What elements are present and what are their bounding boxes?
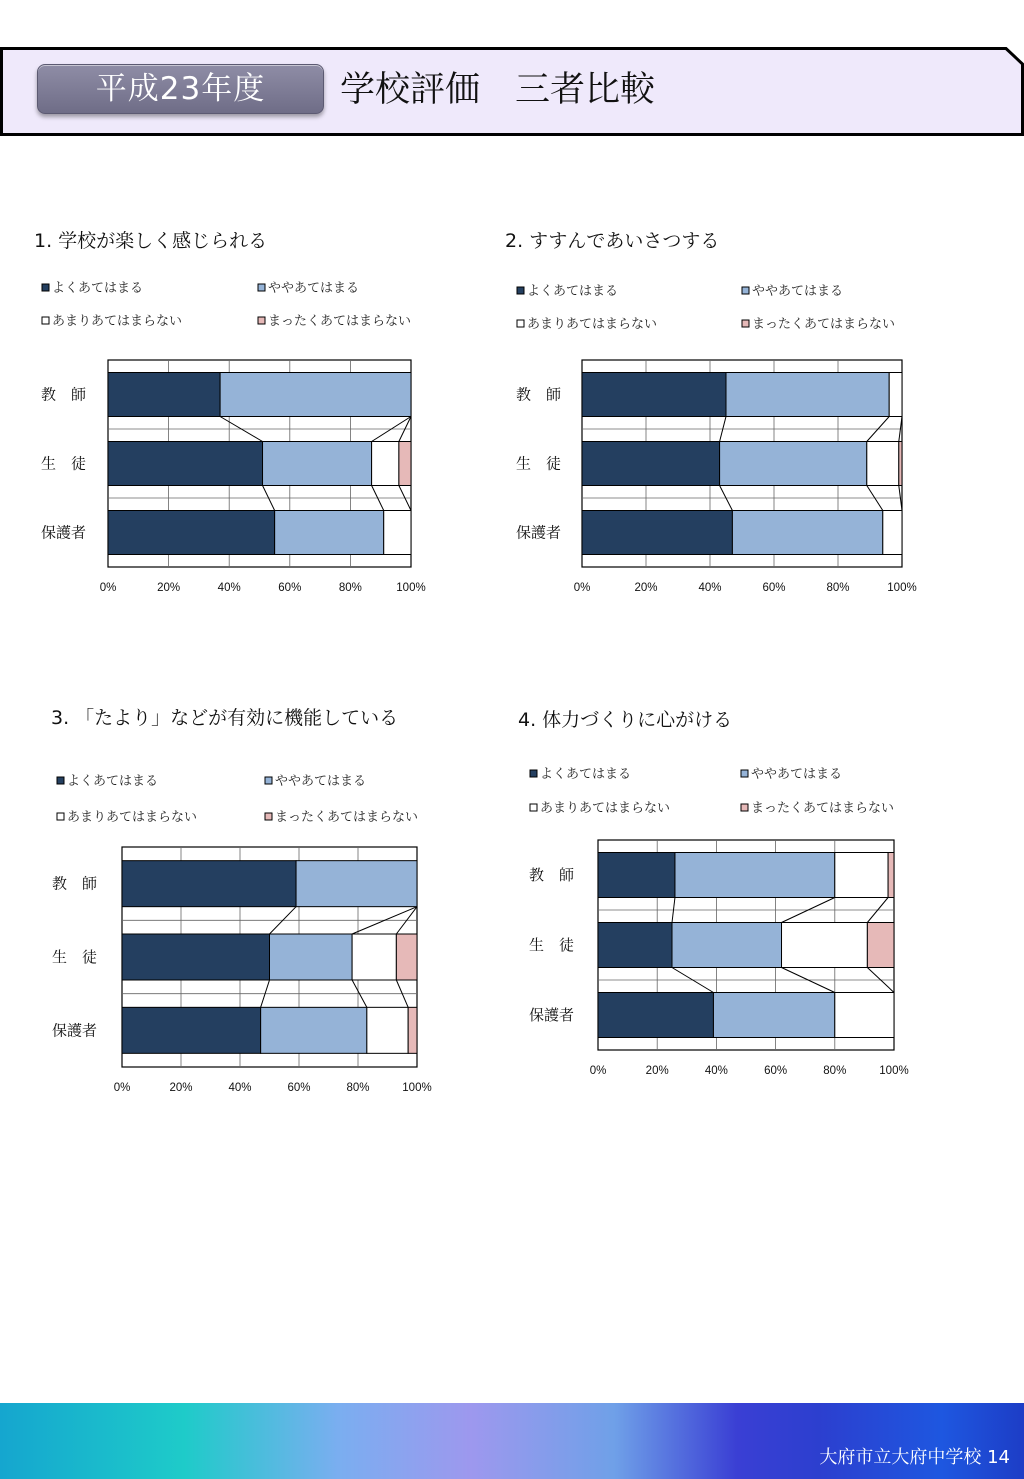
bar-segment [726,373,889,417]
bar-segment [883,511,902,555]
footer-text: 大府市立大府中学校 14 [819,1447,1010,1468]
legend-label: ややあてはまる [751,767,843,782]
chart-title: 2. すすんであいさつする [505,230,720,252]
legend-label: よくあてはまる [527,284,619,299]
chart-1 [30,220,470,610]
legend-swatch-amari [517,320,524,327]
legend-swatch-amari [530,804,537,811]
bar-segment [384,511,411,555]
chart-title: 4. 体力づくりに心がける [518,709,733,731]
bar-segment [399,442,411,486]
x-tick-label: 20% [157,582,181,594]
bar-segment [732,511,882,555]
bar-segment [782,923,868,968]
bar-segment [675,853,835,898]
x-tick-label: 40% [698,582,722,594]
legend-swatch-amari [42,317,49,324]
legend-label: ややあてはまる [275,774,367,789]
x-tick-label: 100% [879,1065,909,1077]
legend-swatch-yaya [742,287,749,294]
legend-swatch-mattaku [742,320,749,327]
bar-segment [889,373,902,417]
chart-title: 1. 学校が楽しく感じられる [34,230,268,252]
legend-label: ややあてはまる [752,284,844,299]
chart-svg [45,700,485,1100]
chart-2 [505,220,945,610]
legend-swatch-mattaku [741,804,748,811]
bar-segment [598,853,675,898]
legend-label: まったくあてはまらない [268,314,412,329]
x-tick-label: 40% [217,582,241,594]
page-title: 学校評価 三者比較 [340,70,656,110]
bar-segment [372,442,399,486]
category-label: 教 師 [516,385,562,404]
x-tick-label: 0% [573,582,591,594]
x-tick-label: 0% [589,1065,607,1077]
x-tick-label: 0% [113,1082,131,1094]
category-label: 保護者 [52,1021,98,1040]
bar-segment [720,442,867,486]
x-tick-label: 60% [278,582,302,594]
bar-segment [867,442,899,486]
bar-segment [582,442,720,486]
legend-swatch-yaya [741,770,748,777]
x-tick-label: 20% [645,1065,669,1077]
x-tick-label: 80% [826,582,850,594]
bar-segment [598,923,672,968]
chart-title: 3. 「たより」などが有効に機能している [51,707,399,729]
legend-label: あまりあてはまらない [527,317,658,332]
legend-swatch-yoku [57,777,64,784]
x-tick-label: 20% [634,582,658,594]
legend-label: まったくあてはまらない [275,810,419,825]
category-label: 保護者 [516,523,562,542]
bar-segment [867,923,894,968]
bar-segment [899,442,902,486]
bar-segment [122,934,270,980]
bar-segment [713,993,834,1038]
x-tick-label: 80% [346,1082,370,1094]
bar-segment [367,1007,408,1053]
legend-label: あまりあてはまらない [67,810,198,825]
x-tick-label: 40% [228,1082,252,1094]
legend-swatch-yoku [517,287,524,294]
bar-segment [352,934,396,980]
bar-segment [261,1007,367,1053]
bar-segment [270,934,353,980]
bar-segment [122,861,296,907]
legend-swatch-yaya [265,777,272,784]
bar-segment [835,853,888,898]
x-tick-label: 60% [762,582,786,594]
bar-segment [108,511,275,555]
x-tick-label: 40% [704,1065,728,1077]
category-label: 生 徒 [52,948,98,966]
legend-label: まったくあてはまらない [752,317,896,332]
x-tick-label: 60% [287,1082,311,1094]
legend-swatch-amari [57,813,64,820]
chart-3 [45,700,485,1100]
category-label: 教 師 [529,866,575,884]
legend-label: よくあてはまる [540,767,632,782]
bar-segment [296,861,417,907]
chart-svg [518,700,958,1100]
legend-swatch-mattaku [265,813,272,820]
legend-label: あまりあてはまらない [52,314,183,329]
legend-label: ややあてはまる [268,281,360,296]
category-label: 生 徒 [529,936,575,954]
bar-segment [122,1007,261,1053]
bar-segment [582,511,732,555]
legend-label: まったくあてはまらない [751,801,895,816]
x-tick-label: 0% [99,582,117,594]
legend-label: あまりあてはまらない [540,801,671,816]
bar-segment [408,1007,417,1053]
chart-4 [518,700,958,1090]
legend-swatch-mattaku [258,317,265,324]
footer-bar [0,1403,1024,1479]
category-label: 保護者 [529,1006,575,1024]
bar-segment [275,511,384,555]
category-label: 生 徒 [516,454,562,473]
bar-segment [396,934,417,980]
bar-segment [835,993,894,1038]
bar-segment [220,373,411,417]
chart-svg [30,220,470,620]
bar-segment [888,853,894,898]
legend-swatch-yaya [258,284,265,291]
category-label: 教 師 [41,385,87,404]
bar-segment [598,993,713,1038]
legend-swatch-yoku [42,284,49,291]
legend-swatch-yoku [530,770,537,777]
x-tick-label: 80% [823,1065,847,1077]
bar-segment [582,373,726,417]
year-badge: 平成23年度 [37,64,324,114]
category-label: 教 師 [52,874,98,893]
x-tick-label: 100% [396,582,426,594]
bar-segment [108,373,220,417]
category-label: 保護者 [41,523,87,542]
x-tick-label: 60% [764,1065,788,1077]
x-tick-label: 80% [338,582,362,594]
bar-segment [108,442,263,486]
bar-segment [672,923,782,968]
legend-label: よくあてはまる [67,774,159,789]
x-tick-label: 20% [169,1082,193,1094]
legend-label: よくあてはまる [52,281,144,296]
category-label: 生 徒 [41,454,87,473]
bar-segment [263,442,372,486]
x-tick-label: 100% [402,1082,432,1094]
x-tick-label: 100% [887,582,917,594]
chart-svg [505,220,945,620]
